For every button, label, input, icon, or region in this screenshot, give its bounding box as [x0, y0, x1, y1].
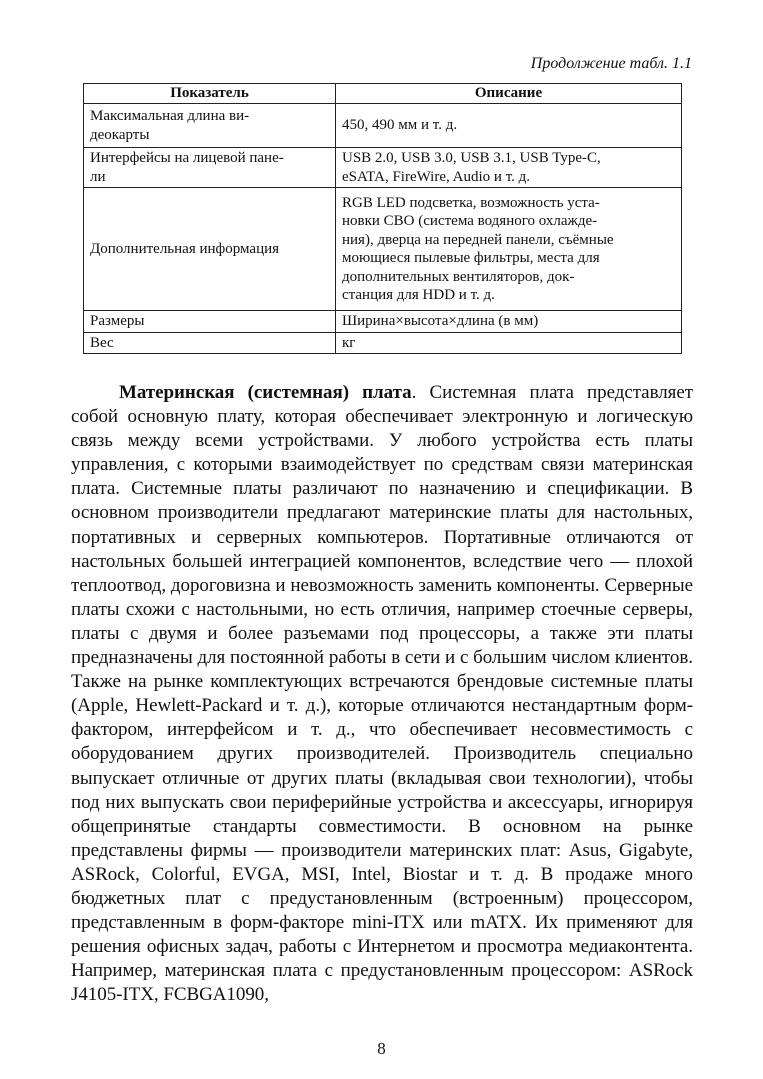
- body-paragraph: [71, 381, 693, 1007]
- table-row: [84, 104, 682, 148]
- spec-table: [83, 83, 682, 354]
- table-row: [84, 148, 682, 188]
- table-cell-indicator: Вес: [84, 332, 336, 354]
- table-cell-indicator: Дополнительная информация: [84, 188, 336, 311]
- table-cell-description: 450, 490 мм и т. д.: [336, 104, 682, 148]
- paragraph-lead-term: Материнская (системная) плата: [119, 382, 412, 403]
- table-cell-description: Ширина×высота×длина (в мм): [336, 311, 682, 333]
- paragraph-text: . Системная плата представляет собой основную плату, которая обеспечивает электронную и логическую связь между всеми устройствами. У любого устройства есть платы управления, с которыми взаимодействует по средствам связи материнская плата. Системные платы различают по назначению и спецификации. В основном производители предлагают материнские платы для настольных, портативных и серверных компьютеров. Портативные отличаются от настольных большей интеграцией компонентов, вследствие чего — плохой теплоотвод, дороговизна и невозможность заменить компоненты. Серверные платы схожи с настольными, но есть отличия, например стоечные серверы, платы с двумя и более разъемами под процессоры, а также эти платы предназначены для постоянной работы в сети и с большим числом клиентов. Также на рынке комплектующих встречаются брендовые системные платы (Apple, Hewlett-Packard и т. д.), которые отличаются нестандартным форм-фактором, интерфейсом и т. д., что обеспечивает несовместимость с оборудованием других производителей. Производитель специально выпускает отличные от других платы (вкладывая свои технологии), чтобы под них выпускать свои периферийные устройства и аксессуары, игнорируя общепринятые стандарты совместимости. В основном на рынке представлены фирмы — производители материнских плат: Asus, Gigabyte, ASRock, Colorful, EVGA, MSI, Intel, Biostar и т. д. В продаже много бюджетных плат с предустановленным (встроенным) процессором, представленным в форм-факторе mini-ITX или mATX. Их применяют для решения офисных задач, работы с Интернетом и просмотра медиаконтента. Например, материнская плата с предустановленным процессором: ASRock J4105-ITX, FCBGA1090,: [71, 382, 693, 1006]
- table-cell-description: кг: [336, 332, 682, 354]
- table-cell-description: RGB LED подсветка, возможность уста- новки СВО (система водяного охлажде- ния), дверца на передней панели, съёмные моющиеся пылевые фильтры, места для дополнительных вентиляторов, док- станция для HDD и т. д.: [336, 188, 682, 311]
- table-row: [84, 311, 682, 333]
- table-row: [84, 188, 682, 311]
- column-header-indicator: Показатель: [84, 84, 336, 104]
- page-number: 8: [377, 1039, 386, 1058]
- table-row: [84, 332, 682, 354]
- table-cell-indicator: Интерфейсы на лицевой пане- ли: [84, 148, 336, 188]
- table-cell-indicator: Максимальная длина ви- деокарты: [84, 104, 336, 148]
- column-header-description: Описание: [336, 84, 682, 104]
- table-cell-description: USB 2.0, USB 3.0, USB 3.1, USB Type-C, eSATA, FireWire, Audio и т. д.: [336, 148, 682, 188]
- table-cell-indicator: Размеры: [84, 311, 336, 333]
- table-continuation-label: Продолжение табл. 1.1: [530, 55, 692, 72]
- table-header-row: [84, 84, 682, 104]
